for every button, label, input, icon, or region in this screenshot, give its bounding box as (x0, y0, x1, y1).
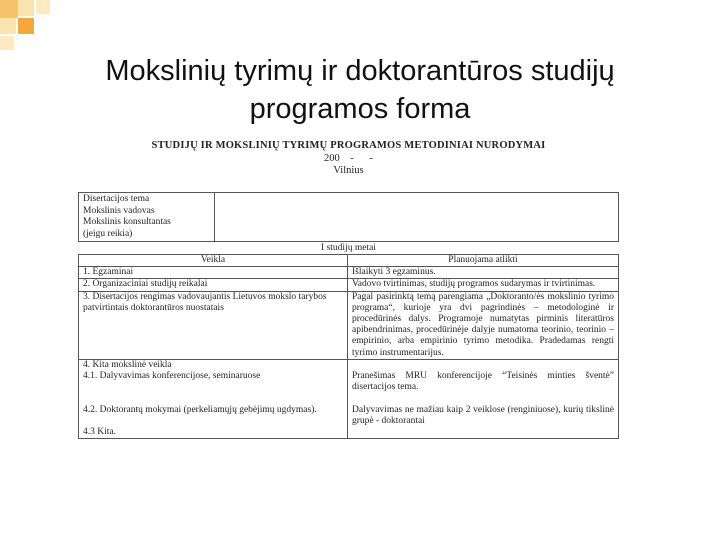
activity-cell: 1. Egzaminai (79, 267, 348, 279)
column-header: Veikla (79, 255, 348, 267)
document-heading: STUDIJŲ IR MOKSLINIŲ TYRIMŲ PROGRAMOS METODINIAI NURODYMAI (151, 140, 546, 151)
table-row (79, 267, 619, 279)
planned-cell: Vadovo tvirtinimas, studijų programos sudarymas ir tvirtinimas. (348, 279, 619, 291)
corner-square (0, 0, 18, 18)
corner-square (18, 18, 34, 34)
table-header-row (79, 255, 619, 267)
document-scan (78, 140, 619, 439)
document-city: Vilnius (333, 165, 364, 176)
corner-square (0, 18, 16, 34)
document-date: 200 - - (324, 153, 373, 164)
info-label: (jeigu reikia) (83, 228, 133, 239)
info-label: Mokslinis vadovas (83, 205, 155, 216)
document-header (78, 140, 619, 177)
info-labels (79, 193, 215, 242)
corner-square (18, 0, 34, 16)
info-table (78, 192, 619, 242)
table-row (79, 359, 619, 438)
year-caption: I studijų metai (321, 243, 376, 253)
planned-cell: Pagal pasirinktą temą parengiama „Doktoranto/ės mokslinio tyrimo programa“, kurioje yra dvi pagrindinės – metodologinė ir procedūrinės dalys. Programoje numatytas pirminis literatūros apibendrinimas, procedūrinėje dalyje numatoma teorinio, teorinio – empirinio, arba empirinio tyrimo metodika. Pradedamas rengti tyrimo instrumentarijus. (348, 291, 619, 359)
slide-title-line: Mokslinių tyrimų ir doktorantūros studijų (105, 55, 615, 87)
table-row (79, 291, 619, 359)
planned-cell: Pranešimas MRU konferencijoje “Teisinės minties šventė” disertacijos tema. Dalyvavimas ne mažiau kaip 2 veiklose (renginiuose), kurių tikslinė grupė - doktorantai (348, 359, 619, 438)
corner-square (0, 36, 14, 50)
table-row (79, 279, 619, 291)
slide-title (40, 52, 680, 128)
plan-table (78, 254, 619, 439)
activity-cell: 2. Organizaciniai studijų reikalai (79, 279, 348, 291)
planned-cell: Išlaikyti 3 egzaminus. (348, 267, 619, 279)
corner-square (36, 0, 50, 14)
activity-cell: 3. Disertacijos rengimas vadovaujantis Lietuvos mokslo tarybos patvirtintais doktorantūros nuostatais (79, 291, 348, 359)
info-value-cell (215, 193, 619, 242)
slide-title-line: programos forma (249, 93, 471, 125)
info-label: Disertacijos tema (83, 194, 150, 204)
info-label: Mokslinis konsultantas (83, 217, 171, 227)
column-header: Planuojama atlikti (348, 255, 619, 267)
activity-cell: 4. Kita mokslinė veikla 4.1. Dalyvavimas konferencijose, seminaruose 4.2. Doktorantų mokymai (perkeliamųjų gebėjimų ugdymas). 4.3 Kita. (79, 359, 348, 438)
